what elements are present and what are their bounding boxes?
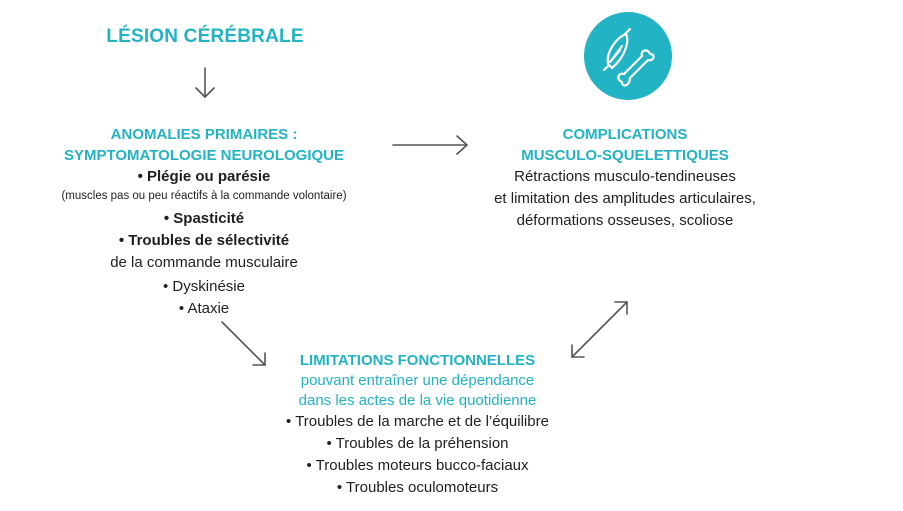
complications-block — [470, 124, 780, 232]
primary-item-selectivite: • Troubles de sélectivité — [118, 232, 290, 249]
primary-heading-2: SYMPTOMATOLOGIE NEUROLOGIQUE — [63, 147, 345, 164]
complications-heading-2: MUSCULO-SQUELETTIQUES — [521, 147, 729, 164]
arrow-down-icon — [196, 68, 214, 97]
arrow-right-icon — [393, 136, 467, 154]
primary-item-ataxie: • Ataxie — [178, 300, 230, 317]
limitations-item-marche: • Troubles de la marche et de l’équilibre — [286, 413, 549, 430]
limitations-item-prehension: • Troubles de la préhension — [326, 435, 509, 452]
complications-heading-1: COMPLICATIONS — [562, 126, 688, 143]
page-title: LÉSION CÉRÉBRALE — [106, 26, 304, 47]
complications-line-1: Rétractions musculo-tendineuses — [514, 168, 736, 185]
primary-item-plegie: • Plégie ou parésie — [137, 168, 271, 185]
limitations-item-oculomoteurs: • Troubles oculomoteurs — [336, 479, 499, 496]
primary-heading-1: ANOMALIES PRIMAIRES : — [110, 126, 298, 143]
complications-line-3: déformations osseuses, scoliose — [516, 212, 734, 229]
primary-anomalies-block — [20, 124, 388, 320]
muscle-bone-icon — [584, 12, 672, 100]
primary-item-dyskinesie: • Dyskinésie — [163, 278, 245, 295]
limitations-item-bucco-faciaux: • Troubles moteurs bucco-faciaux — [306, 457, 529, 474]
arrow-bidirectional-icon — [572, 302, 627, 357]
limitations-sub-2: dans les actes de la vie quotidienne — [298, 392, 537, 409]
limitations-sub-1: pouvant entraîner une dépendance — [300, 372, 535, 389]
limitations-block — [255, 350, 580, 499]
primary-item-spasticite: • Spasticité — [163, 210, 245, 227]
primary-item-plegie-note: (muscles pas ou peu réactifs à la commande volontaire) — [61, 190, 347, 202]
complications-line-2: et limitation des amplitudes articulaires, — [494, 190, 756, 207]
limitations-heading: LIMITATIONS FONCTIONNELLES — [299, 352, 536, 369]
primary-item-selectivite-cont: de la commande musculaire — [110, 254, 298, 271]
